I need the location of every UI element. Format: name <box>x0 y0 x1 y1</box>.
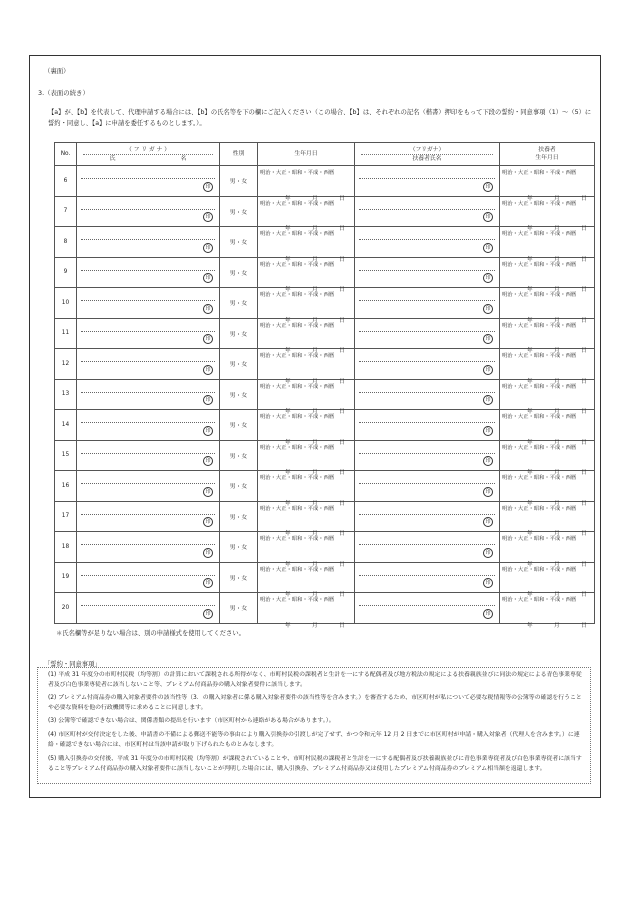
birth-date-field[interactable] <box>258 471 355 507</box>
row-number: 14 <box>55 410 77 441</box>
birth-date-field[interactable] <box>258 562 355 598</box>
year-label: 年 <box>527 195 533 202</box>
seal-mark-icon: 印 <box>483 548 493 558</box>
year-label: 年 <box>285 622 291 629</box>
month-label: 月 <box>312 470 318 476</box>
month-label: 月 <box>554 622 560 629</box>
dependent-name-field[interactable] <box>355 257 500 288</box>
col-surname: 氏 <box>109 155 116 162</box>
day-label: 日 <box>581 592 587 598</box>
seal-mark-icon: 印 <box>203 243 213 253</box>
era-options[interactable]: 明治・大正・昭和・平成・西暦 <box>260 566 335 573</box>
year-label: 年 <box>285 561 291 568</box>
birth-date-field[interactable] <box>258 532 355 568</box>
day-label: 日 <box>339 470 345 476</box>
era-options[interactable]: 明治・大正・昭和・平成・西暦 <box>260 261 335 268</box>
dependent-name-field[interactable] <box>355 227 500 258</box>
era-options[interactable]: 明治・大正・昭和・平成・西暦 <box>502 231 577 237</box>
name-field[interactable] <box>77 593 220 624</box>
day-label: 日 <box>581 256 587 263</box>
year-label: 年 <box>285 409 291 415</box>
seal-mark-icon: 印 <box>203 304 213 314</box>
dependent-birth-field[interactable] <box>500 562 595 598</box>
row-number: 9 <box>55 257 77 288</box>
seal-mark-icon: 印 <box>483 395 493 405</box>
sex-field[interactable]: 男・女 <box>220 593 258 624</box>
year-label: 年 <box>285 287 291 293</box>
year-label: 年 <box>285 348 291 354</box>
birth-date-field[interactable] <box>258 501 355 537</box>
month-label: 月 <box>312 287 318 293</box>
registration-table <box>54 142 595 629</box>
seal-mark-icon: 印 <box>203 456 213 466</box>
day-label: 日 <box>581 195 587 202</box>
era-options[interactable]: 明治・大正・昭和・平成・西暦 <box>260 597 335 603</box>
day-label: 日 <box>581 409 587 415</box>
table-row <box>55 257 595 288</box>
era-options[interactable]: 明治・大正・昭和・平成・西暦 <box>260 292 335 298</box>
year-label: 年 <box>285 226 291 232</box>
month-label: 月 <box>554 500 560 507</box>
year-label: 年 <box>527 317 533 324</box>
table-row <box>55 227 595 258</box>
day-label: 日 <box>581 287 587 293</box>
table-row <box>55 501 595 532</box>
seal-mark-icon: 印 <box>483 487 493 497</box>
col-dep-birth-label-1: 扶養者 <box>538 147 556 153</box>
year-label: 年 <box>527 378 533 385</box>
sex-field[interactable]: 男・女 <box>220 166 258 197</box>
day-label: 日 <box>581 348 587 354</box>
col-no: No. <box>55 143 77 166</box>
era-options[interactable]: 明治・大正・昭和・平成・西暦 <box>502 475 577 481</box>
dependent-birth-field[interactable] <box>500 349 595 385</box>
month-label: 月 <box>554 561 560 568</box>
month-label: 月 <box>554 378 560 385</box>
row-number: 13 <box>55 379 77 410</box>
year-label: 年 <box>527 409 533 415</box>
sex-field[interactable]: 男・女 <box>220 410 258 441</box>
era-options[interactable]: 明治・大正・昭和・平成・西暦 <box>502 383 577 390</box>
month-label: 月 <box>554 531 560 537</box>
intro-text: 【a】が、【b】を代表して、代理申請する場合には、【b】の氏名等を下の欄にご記入ください（この場合、【b】は、それぞれの記名（楷書）押印をもって下段の誓約・同意事項（1）～（5）に誓約・同意し、【a】に申請を委任するものとします。）。 <box>48 109 592 127</box>
pledge-item: (1) 平成 31 年度分の市町村民税（均等割）の計算において課税される所得がなく、市町村民税の課税者と生計を一にする配偶者及び地方税法の規定による扶養親族並びに同法の規定による青色事業専従者及び白色事業専従者に該当しないこと等、プレミアム付商品券の購入対象者要件に該当します。 <box>48 672 582 688</box>
era-options[interactable]: 明治・大正・昭和・平成・西暦 <box>502 444 577 451</box>
birth-date-field[interactable] <box>258 593 355 629</box>
era-options[interactable]: 明治・大正・昭和・平成・西暦 <box>502 536 577 542</box>
dependent-birth-field[interactable] <box>500 227 595 263</box>
era-options[interactable]: 明治・大正・昭和・平成・西暦 <box>260 536 335 542</box>
name-field[interactable] <box>77 501 220 532</box>
row-number: 16 <box>55 471 77 502</box>
table-row <box>55 288 595 319</box>
day-label: 日 <box>581 561 587 568</box>
year-label: 年 <box>527 287 533 293</box>
month-label: 月 <box>312 439 318 446</box>
table-row <box>55 562 595 593</box>
birth-date-field[interactable] <box>258 227 355 263</box>
name-field[interactable] <box>77 562 220 593</box>
seal-mark-icon: 印 <box>203 426 213 436</box>
col-sex: 性別 <box>220 143 258 166</box>
birth-date-field[interactable] <box>258 410 355 446</box>
day-label: 日 <box>339 531 345 537</box>
pledge-title: 「誓約・同意事項」 <box>44 661 101 668</box>
year-label: 年 <box>285 378 291 385</box>
seal-mark-icon: 印 <box>203 365 213 375</box>
table-row <box>55 318 595 349</box>
seal-mark-icon: 印 <box>203 517 213 527</box>
dependent-name-field[interactable] <box>355 166 500 197</box>
year-label: 年 <box>285 195 291 202</box>
dependent-name-field[interactable] <box>355 349 500 380</box>
dependent-name-field[interactable] <box>355 471 500 502</box>
sex-field[interactable]: 男・女 <box>220 318 258 349</box>
seal-mark-icon: 印 <box>203 395 213 405</box>
month-label: 月 <box>554 409 560 415</box>
name-field[interactable] <box>77 288 220 319</box>
col-dependent-birth <box>500 143 595 166</box>
table-row <box>55 196 595 227</box>
day-label: 日 <box>339 378 345 385</box>
month-label: 月 <box>312 561 318 568</box>
dependent-birth-field[interactable] <box>500 288 595 324</box>
month-label: 月 <box>554 317 560 324</box>
era-options[interactable]: 明治・大正・昭和・平成・西暦 <box>502 200 577 207</box>
era-options[interactable]: 明治・大正・昭和・平成・西暦 <box>502 597 577 603</box>
seal-mark-icon: 印 <box>483 334 493 344</box>
birth-date-field[interactable] <box>258 196 355 232</box>
day-label: 日 <box>339 348 345 354</box>
seal-mark-icon: 印 <box>203 212 213 222</box>
dependent-birth-field[interactable] <box>500 166 595 202</box>
birth-date-field[interactable] <box>258 166 355 202</box>
sex-field[interactable]: 男・女 <box>220 196 258 227</box>
day-label: 日 <box>339 195 345 202</box>
overflow-note: ＊氏名欄等が足りない場合は、別の申請様式を使用してください。 <box>56 630 245 637</box>
side-label: （裏面） <box>44 67 70 75</box>
month-label: 月 <box>312 531 318 537</box>
section-heading: 3.（表面の続き） <box>38 89 89 97</box>
year-label: 年 <box>285 592 291 598</box>
dependent-name-field[interactable] <box>355 593 500 624</box>
year-label: 年 <box>285 256 291 263</box>
birth-date-field[interactable] <box>258 379 355 415</box>
era-options[interactable]: 明治・大正・昭和・平成・西暦 <box>502 566 577 573</box>
year-label: 年 <box>527 348 533 354</box>
day-label: 日 <box>581 226 587 232</box>
sex-field[interactable]: 男・女 <box>220 227 258 258</box>
dependent-birth-field[interactable] <box>500 532 595 568</box>
table-row <box>55 410 595 441</box>
dependent-birth-field[interactable] <box>500 257 595 293</box>
seal-mark-icon: 印 <box>483 609 493 619</box>
row-number: 12 <box>55 349 77 380</box>
table-row <box>55 349 595 380</box>
name-field[interactable] <box>77 379 220 410</box>
row-number: 15 <box>55 440 77 471</box>
dependent-birth-field[interactable] <box>500 593 595 629</box>
seal-mark-icon: 印 <box>203 609 213 619</box>
sex-field[interactable]: 男・女 <box>220 288 258 319</box>
era-options[interactable]: 明治・大正・昭和・平成・西暦 <box>502 414 577 420</box>
seal-mark-icon: 印 <box>203 487 213 497</box>
day-label: 日 <box>581 622 587 629</box>
year-label: 年 <box>285 470 291 476</box>
dependent-name-field[interactable] <box>355 288 500 319</box>
day-label: 日 <box>339 256 345 263</box>
birth-date-field[interactable] <box>258 440 355 476</box>
month-label: 月 <box>554 439 560 446</box>
dependent-birth-field[interactable] <box>500 471 595 507</box>
day-label: 日 <box>581 378 587 385</box>
day-label: 日 <box>339 592 345 598</box>
month-label: 月 <box>312 317 318 324</box>
table-row <box>55 166 595 197</box>
month-label: 月 <box>554 226 560 232</box>
day-label: 日 <box>339 409 345 415</box>
name-field[interactable] <box>77 410 220 441</box>
row-number: 20 <box>55 593 77 624</box>
seal-mark-icon: 印 <box>483 426 493 436</box>
era-options[interactable]: 明治・大正・昭和・平成・西暦 <box>260 505 335 512</box>
col-furigana: （ フ リ ガ ナ ） <box>126 146 170 153</box>
month-label: 月 <box>312 226 318 232</box>
year-label: 年 <box>527 561 533 568</box>
year-label: 年 <box>527 470 533 476</box>
day-label: 日 <box>581 500 587 507</box>
row-number: 10 <box>55 288 77 319</box>
pledge-item: (3) 公簿等で確認できない場合は、関係書類の提出を行います（市区町村から連絡がある場合があります。）。 <box>48 718 335 724</box>
name-field[interactable] <box>77 349 220 380</box>
day-label: 日 <box>581 470 587 476</box>
day-label: 日 <box>339 317 345 324</box>
table-row <box>55 440 595 471</box>
month-label: 月 <box>554 256 560 263</box>
col-birth: 生年月日 <box>258 143 355 166</box>
month-label: 月 <box>312 348 318 354</box>
day-label: 日 <box>339 561 345 568</box>
name-field[interactable] <box>77 440 220 471</box>
pledge-item: (5) 購入引換券の交付後、平成 31 年度分の市町村民税（均等割）が課税されていることや、市町村民税の課税者と生計を一にする配偶者及び扶養親族並びに青色事業専従者及び白色事業専従者に該当すること等プレミアム付商品券の購入対象者要件に該当しないことが判明した場合には、購入引換券、プレミアム付商品券又は使用したプレミアム付商品券のプレミアム相当額を返還します。 <box>48 756 582 772</box>
pledge-box <box>37 667 591 784</box>
year-label: 年 <box>285 317 291 324</box>
day-label: 日 <box>339 500 345 507</box>
month-label: 月 <box>312 500 318 507</box>
dependent-birth-field[interactable] <box>500 410 595 446</box>
dependent-name-field[interactable] <box>355 440 500 471</box>
sex-field[interactable]: 男・女 <box>220 532 258 563</box>
table-row <box>55 471 595 502</box>
era-options[interactable]: 明治・大正・昭和・平成・西暦 <box>260 444 335 451</box>
month-label: 月 <box>554 287 560 293</box>
era-options[interactable]: 明治・大正・昭和・平成・西暦 <box>502 322 577 329</box>
era-options[interactable]: 明治・大正・昭和・平成・西暦 <box>260 231 335 237</box>
day-label: 日 <box>581 439 587 446</box>
col-name <box>77 143 220 166</box>
row-number: 18 <box>55 532 77 563</box>
name-field[interactable] <box>77 196 220 227</box>
seal-mark-icon: 印 <box>483 182 493 192</box>
dependent-name-field[interactable] <box>355 501 500 532</box>
name-field[interactable] <box>77 532 220 563</box>
era-options[interactable]: 明治・大正・昭和・平成・西暦 <box>502 261 577 268</box>
seal-mark-icon: 印 <box>203 273 213 283</box>
era-options[interactable]: 明治・大正・昭和・平成・西暦 <box>260 200 335 207</box>
era-options[interactable]: 明治・大正・昭和・平成・西暦 <box>502 170 577 176</box>
year-label: 年 <box>527 531 533 537</box>
year-label: 年 <box>285 439 291 446</box>
dependent-birth-field[interactable] <box>500 318 595 354</box>
row-number: 11 <box>55 318 77 349</box>
birth-date-field[interactable] <box>258 349 355 385</box>
dependent-name-field[interactable] <box>355 532 500 563</box>
dependent-birth-field[interactable] <box>500 440 595 476</box>
sex-field[interactable]: 男・女 <box>220 349 258 380</box>
year-label: 年 <box>527 439 533 446</box>
row-number: 19 <box>55 562 77 593</box>
year-label: 年 <box>285 500 291 507</box>
sex-field[interactable]: 男・女 <box>220 257 258 288</box>
col-given-name: 名 <box>180 155 187 162</box>
era-options[interactable]: 明治・大正・昭和・平成・西暦 <box>260 170 335 176</box>
year-label: 年 <box>527 226 533 232</box>
seal-mark-icon: 印 <box>203 548 213 558</box>
seal-mark-icon: 印 <box>483 273 493 283</box>
seal-mark-icon: 印 <box>203 334 213 344</box>
birth-date-field[interactable] <box>258 257 355 293</box>
seal-mark-icon: 印 <box>483 456 493 466</box>
name-field[interactable] <box>77 166 220 197</box>
table-header <box>55 143 595 166</box>
dependent-name-field[interactable] <box>355 318 500 349</box>
seal-mark-icon: 印 <box>483 578 493 588</box>
sex-field[interactable]: 男・女 <box>220 379 258 410</box>
year-label: 年 <box>527 622 533 629</box>
sex-field[interactable]: 男・女 <box>220 501 258 532</box>
year-label: 年 <box>285 531 291 537</box>
month-label: 月 <box>312 378 318 385</box>
month-label: 月 <box>554 348 560 354</box>
era-options[interactable]: 明治・大正・昭和・平成・西暦 <box>502 353 577 359</box>
seal-mark-icon: 印 <box>483 212 493 222</box>
month-label: 月 <box>312 622 318 629</box>
dependent-name-field[interactable] <box>355 562 500 593</box>
year-label: 年 <box>527 256 533 263</box>
month-label: 月 <box>312 195 318 202</box>
seal-mark-icon: 印 <box>483 243 493 253</box>
table-row <box>55 532 595 563</box>
name-field[interactable] <box>77 257 220 288</box>
dependent-birth-field[interactable] <box>500 196 595 232</box>
year-label: 年 <box>527 500 533 507</box>
day-label: 日 <box>339 439 345 446</box>
table-row <box>55 593 595 624</box>
era-options[interactable]: 明治・大正・昭和・平成・西暦 <box>260 322 335 329</box>
month-label: 月 <box>312 409 318 415</box>
pledge-item: (2) プレミアム付商品券の購入対象者要件の該当性等（3．の購入対象者に係る購入対象者要件の該当性等を含みます。）を審査するため、市区町村が私について必要な税情報等の公簿等の確認を行うことや必要な資料を他の行政機関等に求めることに同意します。 <box>48 695 582 711</box>
day-label: 日 <box>339 287 345 293</box>
sex-field[interactable]: 男・女 <box>220 562 258 593</box>
day-label: 日 <box>581 531 587 537</box>
name-field[interactable] <box>77 318 220 349</box>
era-options[interactable]: 明治・大正・昭和・平成・西暦 <box>502 505 577 512</box>
dependent-name-field[interactable] <box>355 379 500 410</box>
col-dependent-name <box>355 143 500 166</box>
table-row <box>55 379 595 410</box>
seal-mark-icon: 印 <box>203 182 213 192</box>
month-label: 月 <box>554 195 560 202</box>
dependent-birth-field[interactable] <box>500 501 595 537</box>
era-options[interactable]: 明治・大正・昭和・平成・西暦 <box>260 414 335 420</box>
month-label: 月 <box>312 592 318 598</box>
name-field[interactable] <box>77 471 220 502</box>
birth-date-field[interactable] <box>258 318 355 354</box>
seal-mark-icon: 印 <box>203 578 213 588</box>
sex-field[interactable]: 男・女 <box>220 471 258 502</box>
year-label: 年 <box>527 592 533 598</box>
seal-mark-icon: 印 <box>483 365 493 375</box>
col-dep-furigana: （フリガナ） <box>409 146 445 153</box>
dependent-name-field[interactable] <box>355 410 500 441</box>
pledge-item: (4) 市区町村が交付決定をした後、申請書の不備による郵送不能等の事由により購入引換券の引渡しが完了せず、かつ令和元年 12 月 2 日までに市区町村が申請・購入対象者（代理人を含みます。）に連絡・確認できない場合には、市区町村は当該申請が取り下げられたものとみなします。 <box>48 732 580 748</box>
col-dep-name-label: 扶養者氏名 <box>412 155 442 162</box>
dependent-birth-field[interactable] <box>500 379 595 415</box>
col-dep-birth-label-2: 生年月日 <box>535 155 559 161</box>
seal-mark-icon: 印 <box>483 517 493 527</box>
month-label: 月 <box>312 256 318 263</box>
day-label: 日 <box>339 226 345 232</box>
name-field[interactable] <box>77 227 220 258</box>
seal-mark-icon: 印 <box>483 304 493 314</box>
dependent-name-field[interactable] <box>355 196 500 227</box>
sex-field[interactable]: 男・女 <box>220 440 258 471</box>
row-number: 6 <box>55 166 77 197</box>
row-number: 8 <box>55 227 77 258</box>
day-label: 日 <box>339 622 345 629</box>
era-options[interactable]: 明治・大正・昭和・平成・西暦 <box>502 292 577 298</box>
era-options[interactable]: 明治・大正・昭和・平成・西暦 <box>260 475 335 481</box>
birth-date-field[interactable] <box>258 288 355 324</box>
row-number: 7 <box>55 196 77 227</box>
row-number: 17 <box>55 501 77 532</box>
month-label: 月 <box>554 470 560 476</box>
era-options[interactable]: 明治・大正・昭和・平成・西暦 <box>260 383 335 390</box>
day-label: 日 <box>581 317 587 324</box>
era-options[interactable]: 明治・大正・昭和・平成・西暦 <box>260 353 335 359</box>
month-label: 月 <box>554 592 560 598</box>
